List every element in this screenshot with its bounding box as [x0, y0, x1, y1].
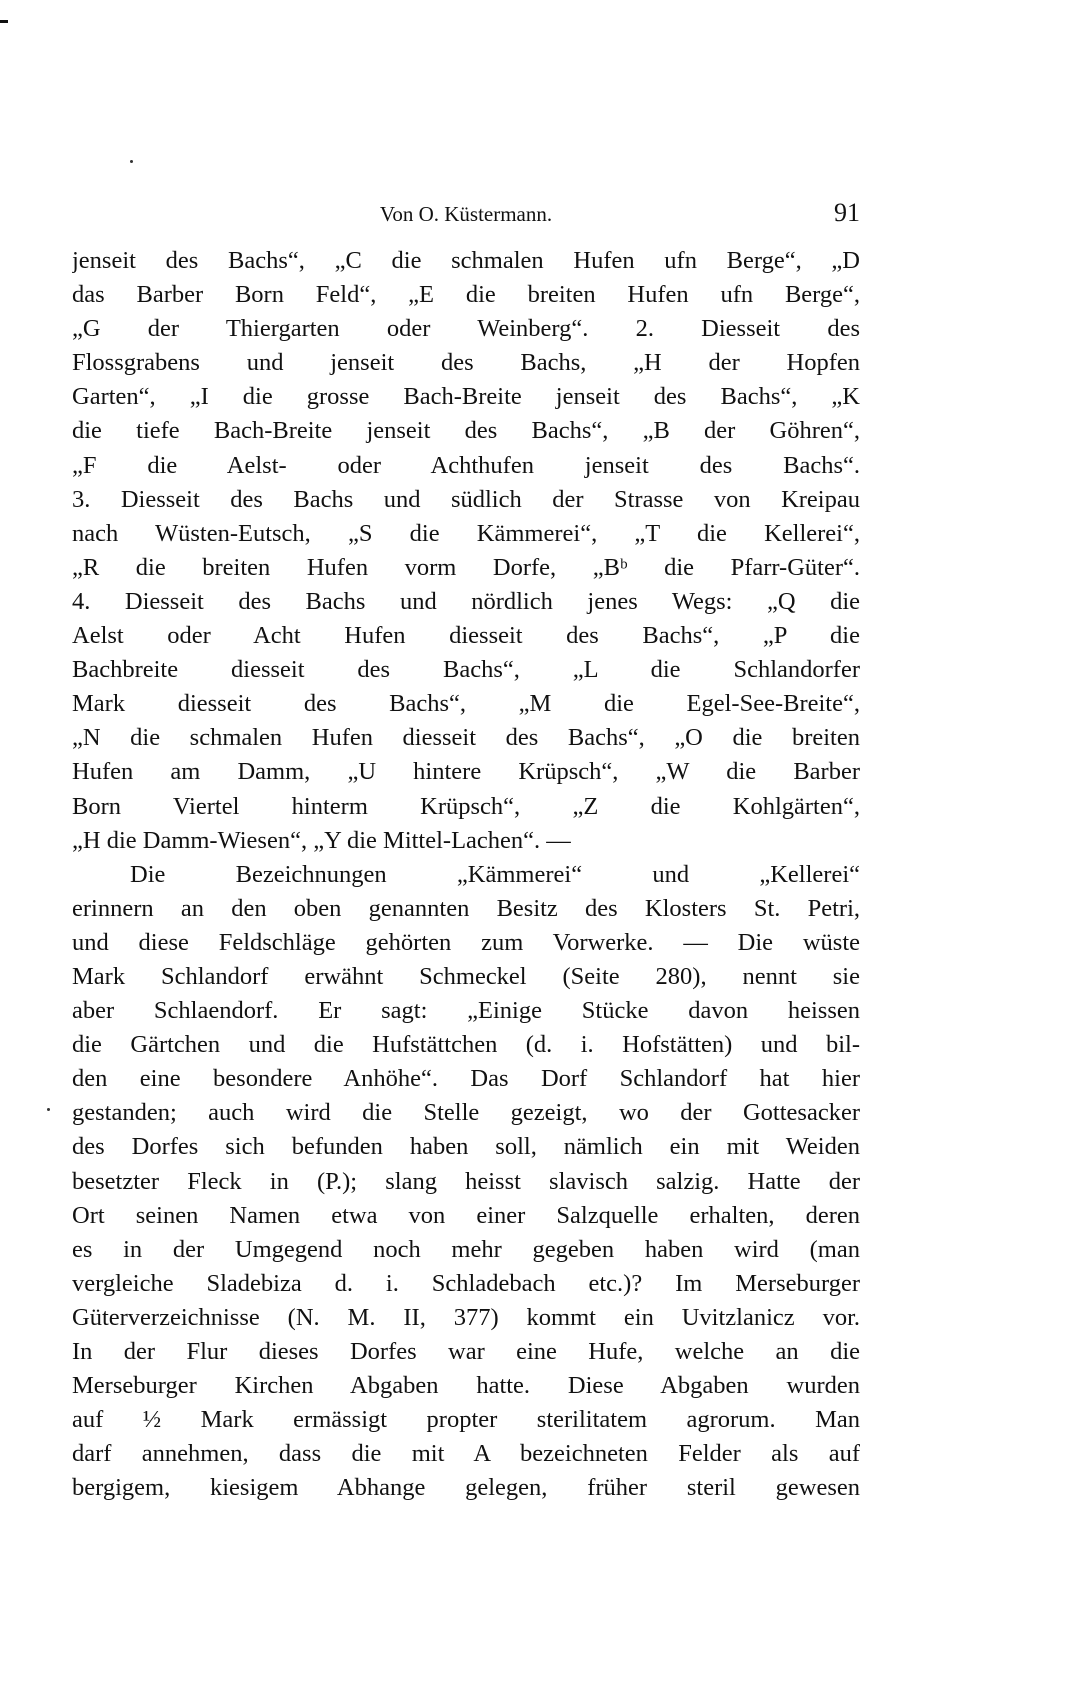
text-line: nach Wüsten-Eutsch, „S die Kämmerei“, „T die Kellerei“,: [72, 519, 860, 547]
text-line: bergigem, kiesigem Abhange gelegen, früher steril gewesen: [72, 1474, 860, 1502]
text-line: vergleiche Sladebiza d. i. Schladebach etc.)? Im Merseburger: [72, 1269, 860, 1297]
text-line: jenseit des Bachs“, „C die schmalen Hufen ufn Berge“, „D: [72, 247, 860, 274]
page-number: 91: [834, 198, 860, 227]
text-line: 4. Diesseit des Bachs und nördlich jenes Wegs: „Q die: [72, 587, 860, 615]
text-line: „R die breiten Hufen vorm Dorfe, „Bᵇ die Pfarr-Güter“.: [72, 553, 860, 581]
text-line: „F die Aelst- oder Achthufen jenseit des Bachs“.: [72, 451, 860, 479]
text-line: „H die Damm-Wiesen“, „Y die Mittel-Lachen“. —: [72, 826, 571, 854]
text-line: Güterverzeichnisse (N. M. II, 377) kommt ein Uvitzlanicz vor.: [72, 1303, 860, 1331]
text-line: Mark Schlandorf erwähnt Schmeckel (Seite 280), nennt sie: [72, 962, 860, 990]
text-line: Mark diesseit des Bachs“, „M die Egel-See-Breite“,: [72, 690, 860, 718]
body-text: [72, 244, 860, 1505]
text-line: und diese Feldschläge gehörten zum Vorwerke. — Die wüste: [72, 928, 860, 956]
page-header: [72, 198, 860, 230]
ink-speck: [47, 1108, 50, 1111]
text-line: auf ½ Mark ermässigt propter sterilitatem agrorum. Man: [72, 1406, 860, 1434]
text-line: Merseburger Kirchen Abgaben hatte. Diese Abgaben wurden: [72, 1372, 860, 1400]
text-line: Ort seinen Namen etwa von einer Salzquelle erhalten, deren: [72, 1201, 860, 1229]
text-line: Aelst oder Acht Hufen diesseit des Bachs“, „P die: [72, 622, 860, 650]
text-line: Hufen am Damm, „U hintere Krüpsch“, „W die Barber: [72, 758, 860, 786]
text-line: Born Viertel hinterm Krüpsch“, „Z die Kohlgärten“,: [72, 792, 860, 820]
text-line: In der Flur dieses Dorfes war eine Hufe, welche an die: [72, 1338, 860, 1365]
text-line: aber Schlaendorf. Er sagt: „Einige Stücke davon heissen: [72, 997, 860, 1025]
text-line: besetzter Fleck in (P.); slang heisst slavisch salzig. Hatte der: [72, 1167, 860, 1195]
text-line: den eine besondere Anhöhe“. Das Dorf Schlandorf hat hier: [72, 1065, 860, 1093]
text-line: darf annehmen, dass die mit A bezeichneten Felder als auf: [72, 1440, 860, 1468]
text-line: die Gärtchen und die Hufstättchen (d. i. Hofstätten) und bil-: [72, 1031, 860, 1059]
text-line: gestanden; auch wird die Stelle gezeigt, wo der Gottesacker: [72, 1099, 860, 1127]
running-head: Von O. Küstermann.: [379, 202, 553, 226]
text-line: es in der Umgegend noch mehr gegeben haben wird (man: [72, 1235, 860, 1263]
text-line: „G der Thiergarten oder Weinberg“. 2. Diesseit des: [72, 315, 860, 343]
text-line: das Barber Born Feld“, „E die breiten Hufen ufn Berge“,: [72, 281, 860, 309]
text-line: des Dorfes sich befunden haben soll, nämlich ein mit Weiden: [72, 1133, 860, 1161]
text-line: 3. Diesseit des Bachs und südlich der Strasse von Kreipau: [72, 485, 860, 513]
text-line: die tiefe Bach-Breite jenseit des Bachs“, „B der Göhren“,: [72, 417, 860, 445]
text-line: erinnern an den oben genannten Besitz des Klosters St. Petri,: [72, 894, 860, 922]
text-line: Bachbreite diesseit des Bachs“, „L die Schlandorfer: [72, 656, 860, 684]
text-line: Flossgrabens und jenseit des Bachs, „H der Hopfen: [72, 349, 860, 377]
scan-edge-mark: [0, 20, 8, 23]
ink-speck: [130, 160, 133, 163]
text-line: Garten“, „I die grosse Bach-Breite jenseit des Bachs“, „K: [72, 383, 860, 411]
text-line: Die Bezeichnungen „Kämmerei“ und „Kellerei“: [130, 860, 860, 888]
text-line: „N die schmalen Hufen diesseit des Bachs“, „O die breiten: [72, 724, 860, 752]
